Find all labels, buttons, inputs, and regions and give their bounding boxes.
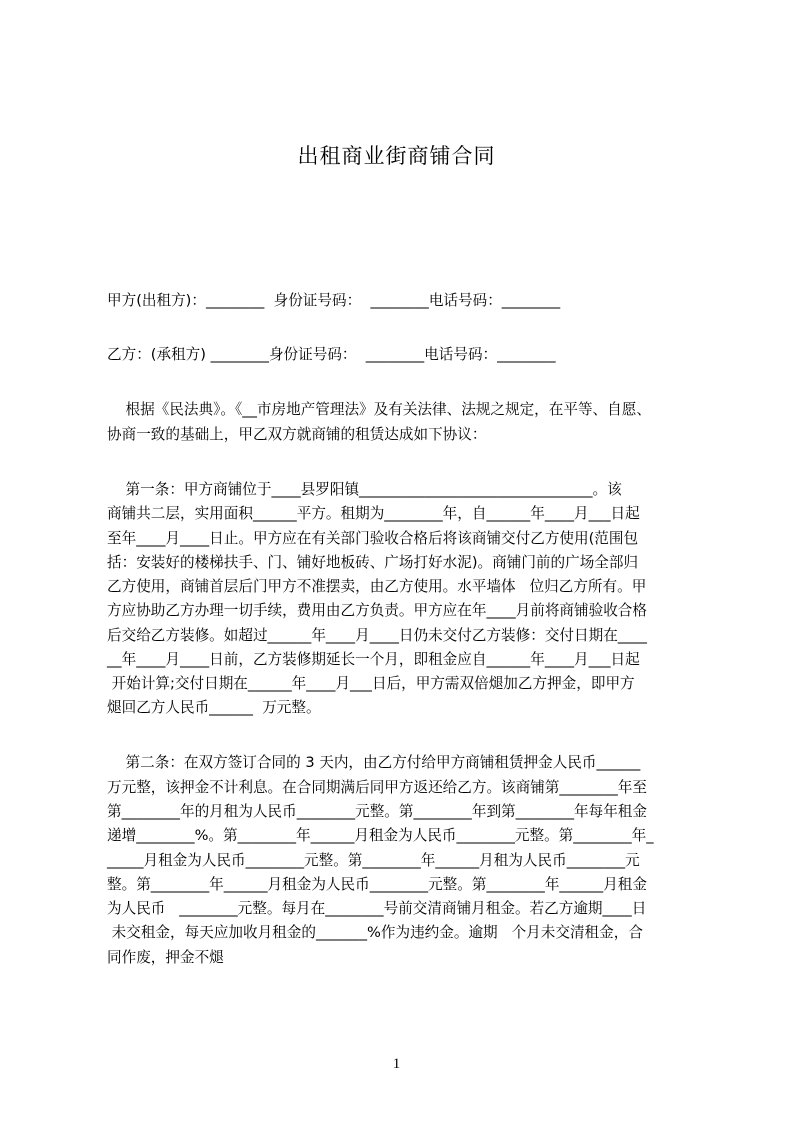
article2-line: 未交租金，每天应加收月租金的_______%作为违约金。逾期 个月未交清租金，合 — [107, 924, 643, 941]
article1-line: 第一条：甲方商铺位于____县罗阳镇________________________________。该 — [107, 481, 622, 498]
party-a-line: 甲方(出租方)：________ 身份证号码： ________电话号码：________ — [107, 292, 561, 309]
preamble-line: 根据《民法典》。《__市房地产管理法》及有关法律、法规之规定，在平等、自愿、 — [107, 401, 651, 418]
article1-line: 商铺共二层，实用面积______平方。租期为________年，自______年____月___日起 — [107, 505, 640, 522]
article1-line: 煺回乙方人民币______ 万元整。 — [107, 699, 321, 716]
preamble-line: 协商一致的基础上，甲乙双方就商铺的租赁达成如下协议： — [107, 426, 487, 443]
article1-line: 方应协助乙方办理一切手续，费用由乙方负责。甲方应在年____月前将商铺验收合格 — [107, 602, 647, 619]
article1-line: 开始计算;交付日期在______年____月___日后，甲方需双倍煺加乙方押金，即甲方 — [107, 675, 635, 692]
document-title: 出租商业街商铺合同 — [297, 144, 496, 168]
article2-line: 递增________%。第________年______月租金为人民币________元整。第________年_ — [107, 827, 654, 844]
article2-line: 万元整，该押金不计利息。在合同期满后同甲方返还给乙方。该商铺第________年至 — [107, 779, 647, 796]
article1-line: 后交给乙方装修。如超过______年____月____日仍未交付乙方装修：交付日期在____ — [107, 627, 647, 644]
article2-line: 同作废，押金不煺 — [107, 949, 224, 966]
party-b-line: 乙方：(承租方) ________身份证号码： ________电话号码：________ — [107, 346, 556, 363]
article2-line: 整。第________年______月租金为人民币________元整。第________年______月租金 — [107, 876, 647, 893]
article1-line: 乙方使用，商铺首层后门甲方不准摆卖，由乙方使用。水平墙体 位归乙方所有。甲 — [107, 578, 647, 595]
article2-line: 第二条：在双方签订合同的 3 天内，由乙方付给甲方商铺租赁押金人民币______ — [107, 754, 641, 771]
article1-line: 括：安装好的楼梯扶手、门、铺好地板砖、广场打好水泥)。商铺门前的广场全部归 — [107, 554, 639, 571]
article2-line: _____月租金为人民币________元整。第________年______月租为人民币________元 — [107, 852, 640, 869]
article1-line: 至年____月____日止。甲方应在有关部门验收合格后将该商铺交付乙方使用(范围包 — [107, 530, 639, 547]
page-number: 1 — [392, 1056, 401, 1072]
article2-line: 第________年的月租为人民币________元整。第________年到第________年每年租金 — [107, 803, 647, 820]
article1-line: __年____月____日前，乙方装修期延长一个月，即租金应自______年____月___日起 — [107, 651, 640, 668]
article2-line: 为人民币 ________元整。每月在________号前交清商铺月租金。若乙方逾期____日 — [107, 900, 647, 917]
